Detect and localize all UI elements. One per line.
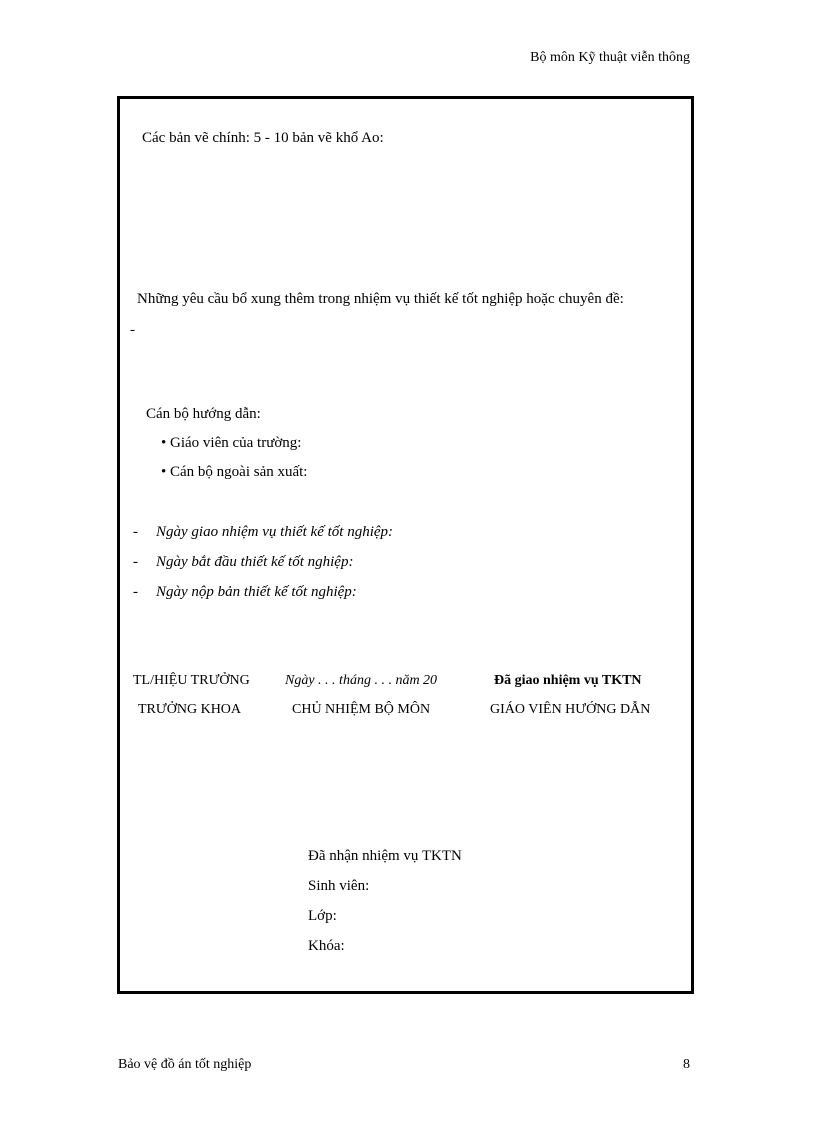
date-start: Ngày bắt đầu thiết kế tốt nghiệp:	[156, 554, 354, 570]
signature-date: Ngày . . . tháng . . . năm 20	[285, 673, 438, 688]
received-task: Đã nhận nhiệm vụ TKTN	[308, 848, 462, 864]
page-number: 8	[683, 1057, 690, 1072]
date-submit: Ngày nộp bản thiết kế tốt nghiệp:	[156, 584, 357, 600]
supervisors-label: Cán bộ hướng dẫn:	[146, 406, 261, 422]
signature-supervisor: GIÁO VIÊN HƯỚNG DẪN	[490, 702, 651, 717]
footer-title: Bảo vệ đồ án tốt nghiệp	[118, 1057, 252, 1072]
drawings-line: Các bản vẽ chính: 5 - 10 bản vẽ khổ Ao:	[142, 130, 384, 146]
date-dash: -	[133, 554, 138, 570]
date-dash: -	[133, 524, 138, 540]
class-label: Lớp:	[308, 908, 337, 924]
signature-rector: TL/HIỆU TRƯỞNG	[133, 673, 250, 688]
date-assigned: Ngày giao nhiệm vụ thiết kế tốt nghiệp:	[156, 524, 394, 540]
supervisor-item: • Giáo viên của trường:	[161, 435, 302, 451]
course-label: Khóa:	[308, 938, 345, 954]
requirements-line: Những yêu cầu bổ xung thêm trong nhiệm vụ thiết kế tốt nghiệp hoặc chuyên đề:	[137, 291, 624, 307]
signature-head-of-department: CHỦ NHIỆM BỘ MÔN	[292, 702, 431, 717]
student-label: Sinh viên:	[308, 878, 370, 894]
requirements-dash: -	[130, 322, 135, 338]
signature-assigned: Đã giao nhiệm vụ TKTN	[494, 673, 642, 688]
supervisor-item: • Cán bộ ngoài sản xuất:	[161, 464, 308, 480]
page-header: Bộ môn Kỹ thuật viễn thông	[530, 50, 690, 65]
date-dash: -	[133, 584, 138, 600]
signature-dean: TRƯỞNG KHOA	[138, 702, 242, 717]
